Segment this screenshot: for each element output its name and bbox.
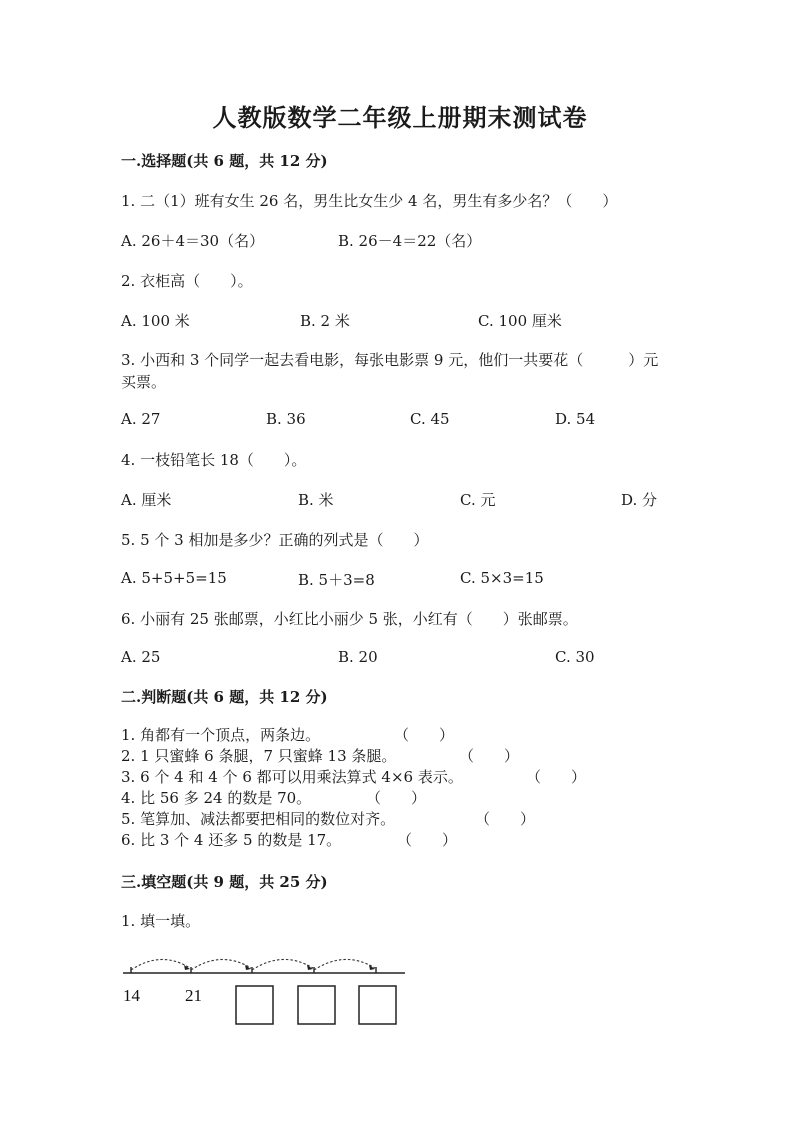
number-label-21: 21 (185, 986, 202, 1005)
judge-item-1: 1. 角都有一个顶点，两条边。 (121, 726, 321, 744)
option-1-1-a: A. 26＋4＝30（名） (121, 232, 265, 250)
option-1-4-d: D. 分 (621, 491, 658, 509)
jump-arc (314, 959, 375, 970)
judge-item-2: 2. 1 只蜜蜂 6 条腿，7 只蜜蜂 13 条腿。 (121, 747, 397, 765)
jump-arcs (131, 959, 375, 970)
option-1-2-a: A. 100 米 (121, 312, 190, 330)
option-1-3-b: B. 36 (266, 410, 306, 428)
section-heading-judge: 二.判断题(共 6 题，共 12 分) (121, 688, 328, 706)
number-line-figure (115, 948, 415, 1033)
answer-box[interactable] (298, 986, 335, 1024)
option-1-4-c: C. 元 (460, 491, 496, 509)
question-1-3: 3. 小西和 3 个同学一起去看电影，每张电影票 9 元，他们一共要花（ ）元 (121, 351, 659, 369)
question-1-4: 4. 一枝铅笔长 18（ ）。 (121, 451, 307, 469)
option-1-6-b: B. 20 (338, 648, 378, 666)
judge-paren-5: （ ） (475, 810, 536, 828)
option-1-3-d: D. 54 (555, 410, 596, 428)
answer-box[interactable] (359, 986, 396, 1024)
question-1-6: 6. 小丽有 25 张邮票，小红比小丽少 5 张，小红有（ ）张邮票。 (121, 610, 578, 628)
answer-box[interactable] (236, 986, 273, 1024)
judge-item-6: 6. 比 3 个 4 还多 5 的数是 17。 (121, 831, 342, 849)
option-1-2-b: B. 2 米 (300, 312, 350, 330)
section-heading-choice: 一.选择题(共 6 题，共 12 分) (121, 152, 328, 170)
judge-paren-6: （ ） (397, 831, 458, 849)
question-1-5: 5. 5 个 3 相加是多少？正确的列式是（ ） (121, 531, 429, 549)
number-label-14: 14 (123, 986, 140, 1005)
question-1-1: 1. 二（1）班有女生 26 名，男生比女生少 4 名，男生有多少名？（ ） (121, 192, 618, 210)
section-heading-fill: 三.填空题(共 9 题，共 25 分) (121, 873, 328, 891)
number-line-ticks (131, 967, 376, 973)
option-1-4-b: B. 米 (298, 491, 334, 509)
arrowheads (184, 965, 375, 970)
jump-arc (131, 959, 190, 970)
option-1-5-b: B. 5＋3=8 (298, 571, 375, 589)
question-1-3-cont: 买票。 (121, 373, 167, 391)
option-1-6-c: C. 30 (555, 648, 595, 666)
judge-paren-3: （ ） (526, 768, 587, 786)
judge-item-5: 5. 笔算加、减法都要把相同的数位对齐。 (121, 810, 396, 828)
option-1-4-a: A. 厘米 (121, 491, 172, 509)
judge-item-4: 4. 比 56 多 24 的数是 70。 (121, 789, 312, 807)
option-1-6-a: A. 25 (121, 648, 161, 666)
question-1-2: 2. 衣柜高（ ）。 (121, 272, 253, 290)
option-1-5-c: C. 5×3=15 (460, 569, 544, 587)
option-1-3-c: C. 45 (410, 410, 450, 428)
option-1-3-a: A. 27 (121, 410, 161, 428)
judge-paren-2: （ ） (459, 747, 520, 765)
judge-paren-1: （ ） (394, 726, 455, 744)
option-1-2-c: C. 100 厘米 (478, 312, 562, 330)
option-1-1-b: B. 26－4＝22（名） (338, 232, 482, 250)
judge-paren-4: （ ） (366, 789, 427, 807)
judge-item-3: 3. 6 个 4 和 4 个 6 都可以用乘法算式 4×6 表示。 (121, 768, 463, 786)
option-1-5-a: A. 5+5+5=15 (121, 569, 227, 587)
page-title: 人教版数学二年级上册期末测试卷 (212, 103, 588, 132)
jump-arc (252, 959, 313, 970)
jump-arc (191, 959, 251, 970)
question-3-1: 1. 填一填。 (121, 912, 201, 930)
